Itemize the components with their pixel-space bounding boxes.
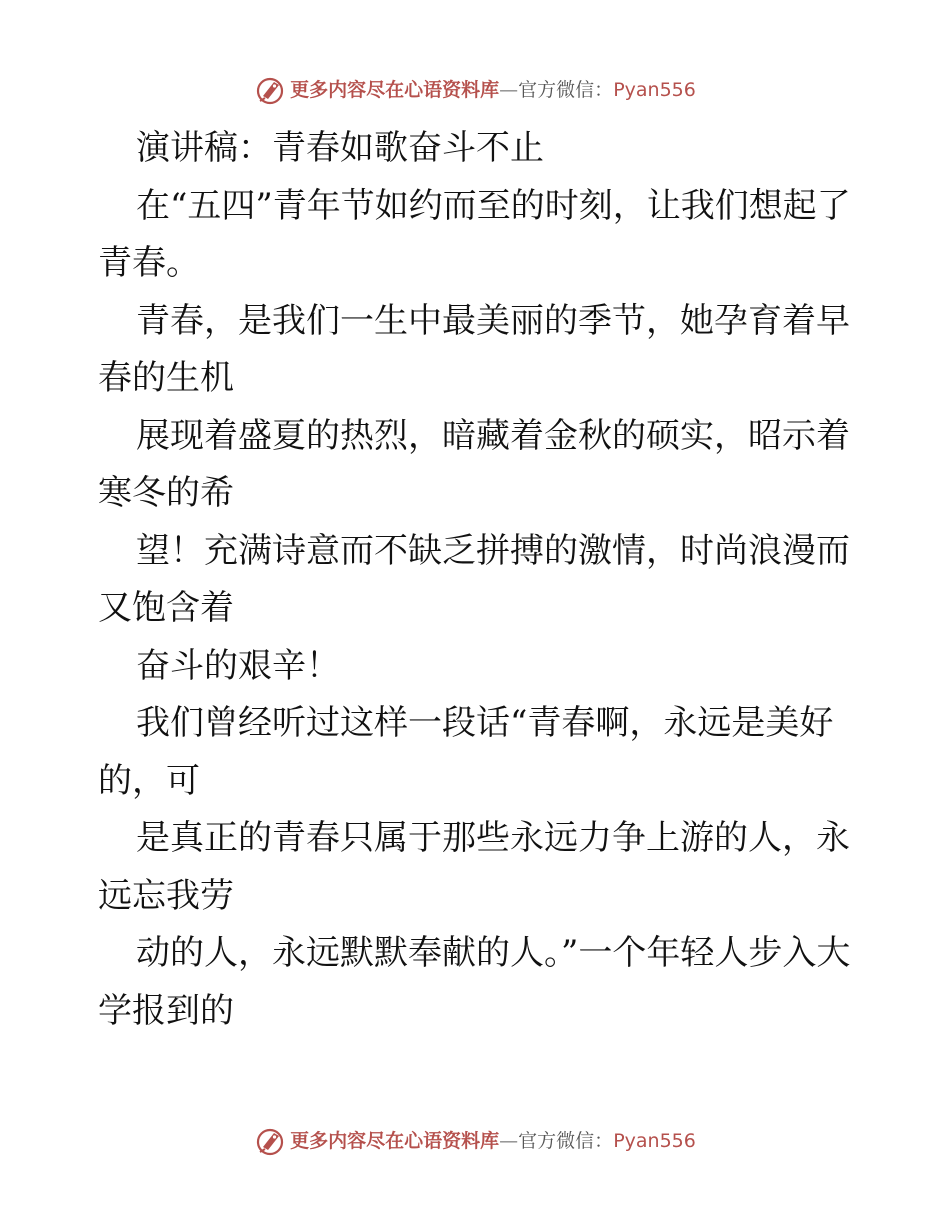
watermark-brand-text: 更多内容尽在心语资料库 [290,79,500,101]
document-body [98,120,858,1040]
paragraph: 动的人，永远默默奉献的人。”一个年轻人步入大学报到的 [98,933,851,1031]
paragraph: 我们曾经听过这样一段话“青春啊，永远是美好的，可 [98,703,834,801]
watermark-wechat-label: 官方微信： [518,1130,614,1152]
paragraph: 是真正的青春只属于那些永远力争上游的人，永远忘我劳 [98,818,850,916]
watermark-brand-text: 更多内容尽在心语资料库 [290,1130,500,1152]
pen-nib-logo-icon [254,74,286,106]
paragraph: 在“五四”青年节如约而至的时刻，让我们想起了青春。 [98,185,851,283]
watermark-dash: — [499,79,519,101]
watermark-wechat-id: Pyan556 [613,1130,696,1152]
paragraph: 奋斗的艰辛！ [136,645,340,686]
watermark-wechat-id: Pyan556 [613,79,696,101]
header-watermark [0,73,950,107]
watermark-dash: — [499,1130,519,1152]
footer-watermark [0,1124,950,1158]
pen-nib-logo-icon [254,1125,286,1157]
paragraph: 望！充满诗意而不缺乏拼搏的激情，时尚浪漫而又饱含着 [98,530,850,628]
watermark-wechat-label: 官方微信： [518,79,614,101]
paragraph: 青春，是我们一生中最美丽的季节，她孕育着早春的生机 [98,300,850,398]
document-title: 演讲稿：青春如歌奋斗不止 [136,128,544,168]
paragraph: 展现着盛夏的热烈，暗藏着金秋的硕实，昭示着寒冬的希 [98,415,850,513]
